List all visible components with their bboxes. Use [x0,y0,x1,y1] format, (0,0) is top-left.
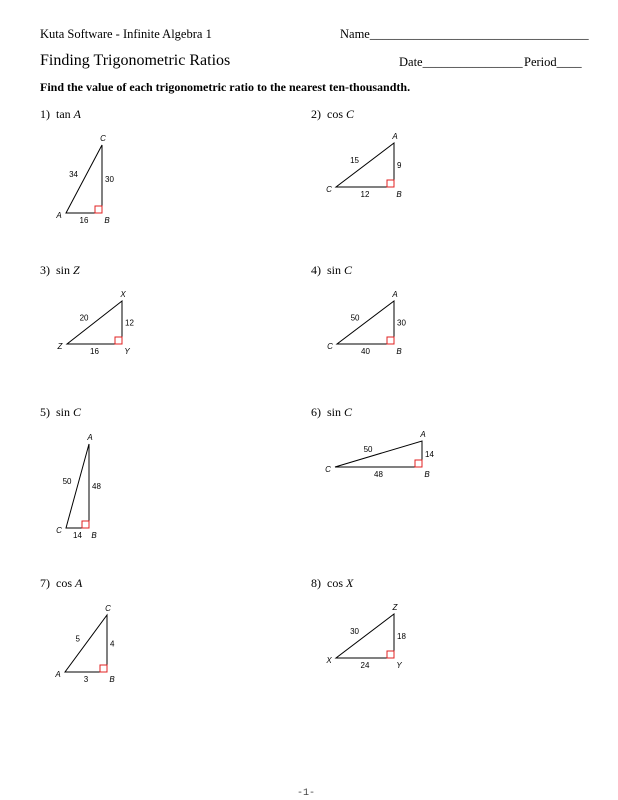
angle-name: C [344,405,353,419]
side-length-vertical: 4 [110,639,115,649]
vertex-label: A [392,290,398,299]
vertex-label: B [396,347,402,356]
side-length-horizontal: 14 [73,531,82,540]
period-label: Period [524,55,557,69]
trig-function: sin [56,263,71,277]
trig-function: sin [56,405,71,419]
trig-function: tan [56,107,71,121]
problem-number: 3) [40,263,50,277]
angle-name: C [344,263,353,277]
vertex-label: B [109,675,115,684]
vertex-label: C [327,342,333,351]
problem-number: 6) [311,405,321,419]
trig-function: cos [327,576,343,590]
problem-number: 7) [40,576,50,590]
vertex-label: C [56,526,62,535]
side-length-hypotenuse: 20 [79,313,89,323]
vertex-label: Y [124,347,130,356]
vertex-label: Y [396,661,402,670]
triangle-outline [336,614,394,658]
side-length-horizontal: 12 [360,190,370,199]
date-label: Date [399,55,423,69]
right-angle-marker [387,651,394,658]
side-length-vertical: 48 [92,482,101,491]
vertex-label: C [100,134,106,143]
angle-name: X [346,576,354,590]
vertex-label: C [325,465,331,474]
side-length-vertical: 18 [397,632,406,641]
vertex-label: A [55,670,61,679]
angle-name: A [73,107,82,121]
vertex-label: A [420,430,426,439]
side-length-horizontal: 40 [361,347,370,356]
vertex-label: A [392,132,398,141]
vertex-label: X [120,290,126,299]
software-credit: Kuta Software - Infinite Algebra 1 [40,27,212,41]
period-blank: ____ [556,55,582,69]
side-length-vertical: 30 [397,318,406,328]
vertex-label: B [91,531,97,540]
side-length-vertical: 14 [425,450,434,459]
problem-number: 2) [311,107,321,121]
vertex-label: A [87,433,93,442]
page-number: -1- [297,788,316,799]
problem-number: 4) [311,263,321,277]
page-title: Finding Trigonometric Ratios [40,52,231,69]
vertex-label: B [396,190,402,199]
vertex-label: Z [57,342,63,351]
side-length-horizontal: 3 [83,675,89,684]
side-length-hypotenuse: 15 [350,156,359,165]
side-length-horizontal: 24 [360,661,370,670]
side-length-vertical: 12 [125,318,134,328]
side-length-horizontal: 16 [90,347,99,356]
side-length-hypotenuse: 30 [350,627,359,636]
vertex-label: C [326,185,332,194]
side-length-hypotenuse: 50 [363,445,373,454]
trig-function: sin [327,405,342,419]
instructions: Find the value of each trigonometric ratio to the nearest ten-thousandth. [40,80,411,94]
trig-function: cos [327,107,343,121]
problem-number: 8) [311,576,321,590]
vertex-label: B [424,470,430,479]
angle-name: Z [73,263,80,277]
side-length-vertical: 30 [105,175,114,184]
side-length-horizontal: 48 [374,470,383,479]
trig-function: cos [56,576,72,590]
side-length-hypotenuse: 50 [350,313,360,323]
problem-number: 1) [40,107,50,121]
vertex-label: X [326,656,332,665]
vertex-label: A [56,211,62,220]
vertex-label: B [104,216,110,225]
angle-name: A [75,576,83,590]
side-length-hypotenuse: 5 [75,634,80,644]
name-label: Name [340,27,370,41]
date-blank: ________________ [422,55,523,69]
vertex-label: Z [392,603,398,612]
problem-number: 5) [40,405,50,419]
vertex-label: C [105,604,111,613]
side-length-hypotenuse: 34 [69,170,78,179]
side-length-vertical: 9 [397,161,402,170]
angle-name: C [73,405,82,419]
side-length-horizontal: 16 [79,216,89,225]
name-blank: ___________________________________ [369,27,589,41]
angle-name: C [346,107,355,121]
side-length-hypotenuse: 50 [62,477,72,486]
trig-function: sin [327,263,342,277]
